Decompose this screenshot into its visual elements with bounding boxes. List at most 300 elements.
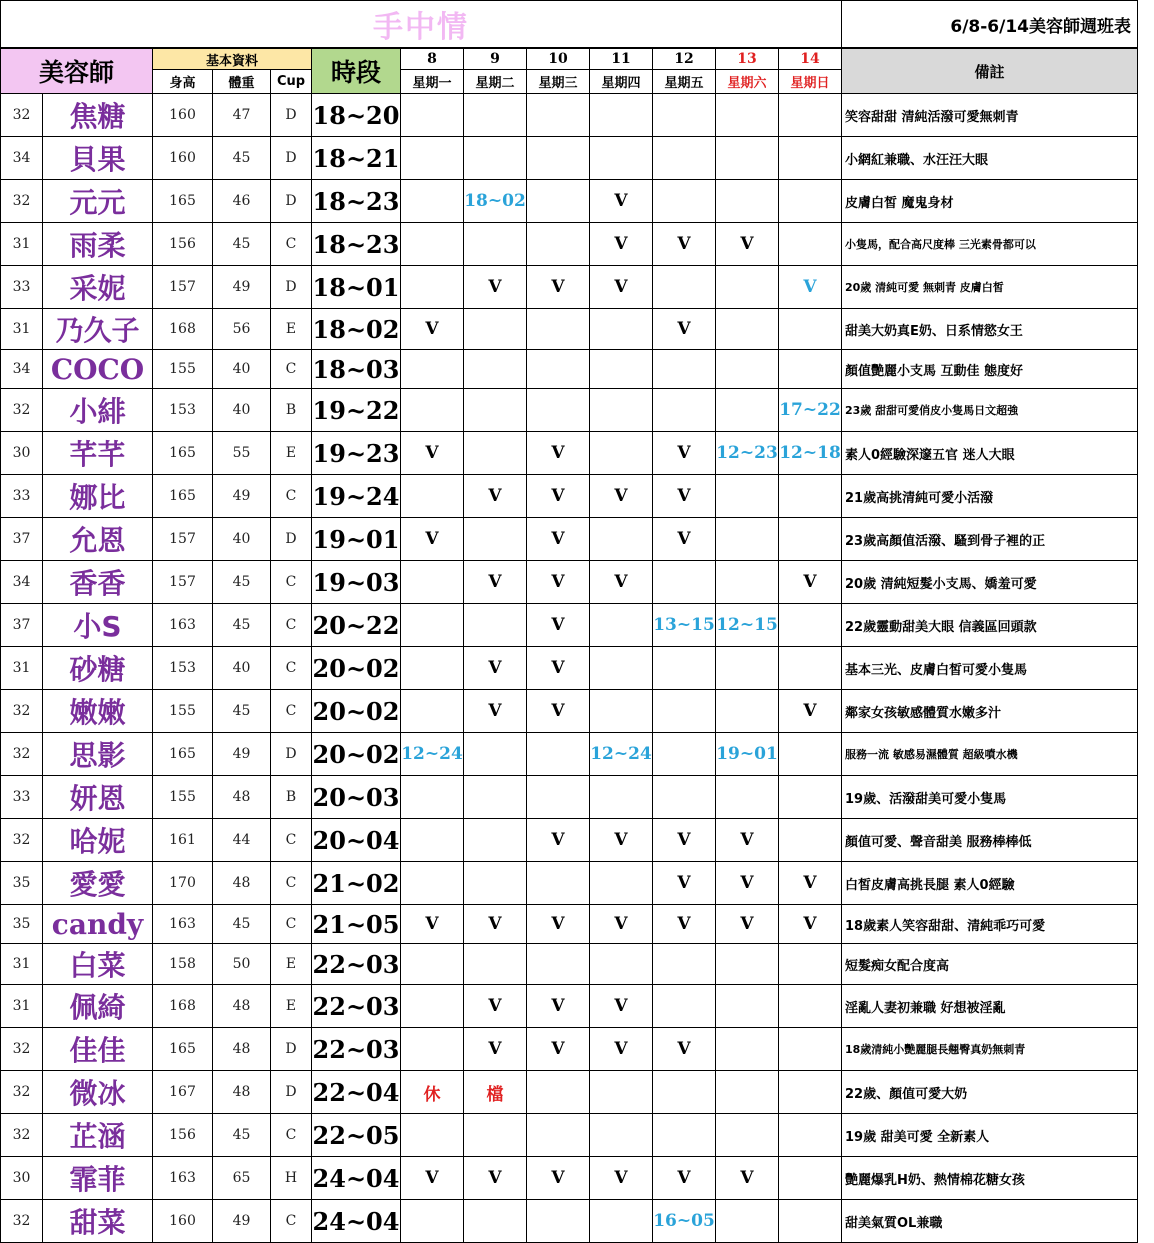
table-row — [1, 1114, 1138, 1157]
header-weekday-3: 星期三 — [527, 70, 590, 94]
header-cup: Cup — [271, 70, 312, 94]
height-cell: 165 — [153, 733, 213, 776]
day-cell-4 — [590, 604, 653, 647]
header-date-5: 12 — [653, 48, 716, 70]
time-slot-cell: 18~21 — [312, 137, 401, 180]
age-cell: 32 — [1, 1071, 43, 1114]
age-cell: 34 — [1, 137, 43, 180]
time-slot-cell: 21~02 — [312, 862, 401, 905]
day-cell-7 — [779, 518, 842, 561]
time-slot-cell: 20~02 — [312, 647, 401, 690]
note-cell: 甜美氣質OL兼職 — [842, 1200, 1138, 1243]
age-cell: 30 — [1, 432, 43, 475]
height-cell: 165 — [153, 180, 213, 223]
name-cell: 佳佳 — [43, 1028, 153, 1071]
day-cell-7 — [779, 223, 842, 266]
day-cell-7: V — [779, 905, 842, 944]
day-cell-3 — [527, 350, 590, 389]
height-cell: 165 — [153, 432, 213, 475]
day-cell-1 — [401, 819, 464, 862]
weight-cell: 40 — [213, 518, 271, 561]
day-cell-2 — [464, 137, 527, 180]
age-cell: 33 — [1, 475, 43, 518]
age-cell: 37 — [1, 604, 43, 647]
height-cell: 156 — [153, 1114, 213, 1157]
day-cell-7 — [779, 1028, 842, 1071]
day-cell-1: V — [401, 518, 464, 561]
day-cell-3 — [527, 389, 590, 432]
day-cell-3: V — [527, 518, 590, 561]
day-cell-2 — [464, 862, 527, 905]
header-date-4: 11 — [590, 48, 653, 70]
table-row — [1, 137, 1138, 180]
day-cell-6: 19~01 — [716, 733, 779, 776]
name-cell: 允恩 — [43, 518, 153, 561]
height-cell: 160 — [153, 137, 213, 180]
day-cell-4: V — [590, 223, 653, 266]
note-cell: 23歲 甜甜可愛俏皮小隻馬日文超強 — [842, 389, 1138, 432]
weight-cell: 48 — [213, 1071, 271, 1114]
note-cell: 素人0經驗深邃五官 迷人大眼 — [842, 432, 1138, 475]
height-cell: 158 — [153, 944, 213, 985]
header-date-1: 8 — [401, 48, 464, 70]
age-cell: 33 — [1, 776, 43, 819]
shop-title-cell — [1, 1, 842, 49]
table-row — [1, 985, 1138, 1028]
day-cell-1 — [401, 985, 464, 1028]
weight-cell: 46 — [213, 180, 271, 223]
day-cell-1 — [401, 1114, 464, 1157]
age-cell: 33 — [1, 266, 43, 309]
weight-cell: 44 — [213, 819, 271, 862]
schedule-title: 6/8-6/14美容師週班表 — [842, 1, 1138, 49]
time-slot-cell: 19~23 — [312, 432, 401, 475]
day-cell-4 — [590, 690, 653, 733]
table-row — [1, 944, 1138, 985]
day-cell-6 — [716, 475, 779, 518]
table-row — [1, 180, 1138, 223]
note-cell: 18歲清純小艷麗腿長翹臀真奶無刺青 — [842, 1028, 1138, 1071]
height-cell: 156 — [153, 223, 213, 266]
note-cell: 短髮痴女配合度高 — [842, 944, 1138, 985]
day-cell-2 — [464, 819, 527, 862]
name-cell: 思影 — [43, 733, 153, 776]
day-cell-5: V — [653, 223, 716, 266]
table-row — [1, 94, 1138, 137]
day-cell-4 — [590, 518, 653, 561]
day-cell-2 — [464, 432, 527, 475]
height-cell: 153 — [153, 389, 213, 432]
day-cell-5 — [653, 266, 716, 309]
day-cell-5: V — [653, 309, 716, 350]
day-cell-4: V — [590, 1028, 653, 1071]
day-cell-3: V — [527, 1157, 590, 1200]
age-cell: 31 — [1, 647, 43, 690]
time-slot-cell: 24~04 — [312, 1157, 401, 1200]
day-cell-2: V — [464, 561, 527, 604]
day-cell-5 — [653, 137, 716, 180]
age-cell: 34 — [1, 561, 43, 604]
time-slot-cell: 20~03 — [312, 776, 401, 819]
day-cell-4 — [590, 1071, 653, 1114]
age-cell: 32 — [1, 1114, 43, 1157]
day-cell-1 — [401, 475, 464, 518]
day-cell-6: 12~15 — [716, 604, 779, 647]
weight-cell: 49 — [213, 1200, 271, 1243]
age-cell: 32 — [1, 180, 43, 223]
weight-cell: 49 — [213, 266, 271, 309]
table-row — [1, 819, 1138, 862]
table-row — [1, 862, 1138, 905]
weight-cell: 45 — [213, 604, 271, 647]
note-cell: 顏值可愛、聲音甜美 服務棒棒低 — [842, 819, 1138, 862]
height-cell: 157 — [153, 266, 213, 309]
table-row — [1, 1028, 1138, 1071]
weight-cell: 65 — [213, 1157, 271, 1200]
day-cell-3 — [527, 862, 590, 905]
day-cell-4 — [590, 94, 653, 137]
day-cell-7 — [779, 776, 842, 819]
day-cell-2 — [464, 776, 527, 819]
name-cell: 白菜 — [43, 944, 153, 985]
day-cell-7 — [779, 180, 842, 223]
day-cell-1 — [401, 94, 464, 137]
day-cell-5 — [653, 733, 716, 776]
height-cell: 155 — [153, 690, 213, 733]
day-cell-3 — [527, 223, 590, 266]
height-cell: 157 — [153, 518, 213, 561]
name-cell: 小緋 — [43, 389, 153, 432]
time-slot-cell: 22~03 — [312, 1028, 401, 1071]
day-cell-7: V — [779, 690, 842, 733]
name-cell: 砂糖 — [43, 647, 153, 690]
height-cell: 168 — [153, 985, 213, 1028]
day-cell-1 — [401, 389, 464, 432]
name-cell: 采妮 — [43, 266, 153, 309]
table-row — [1, 309, 1138, 350]
cup-cell: D — [271, 266, 312, 309]
cup-cell: H — [271, 1157, 312, 1200]
table-row — [1, 1200, 1138, 1243]
time-slot-cell: 19~22 — [312, 389, 401, 432]
day-cell-5 — [653, 350, 716, 389]
table-row — [1, 1071, 1138, 1114]
day-cell-3: V — [527, 690, 590, 733]
day-cell-4 — [590, 1114, 653, 1157]
day-cell-4 — [590, 350, 653, 389]
weight-cell: 56 — [213, 309, 271, 350]
day-cell-6 — [716, 776, 779, 819]
day-cell-3: V — [527, 604, 590, 647]
name-cell: 愛愛 — [43, 862, 153, 905]
weight-cell: 45 — [213, 690, 271, 733]
cup-cell: C — [271, 561, 312, 604]
cup-cell: E — [271, 309, 312, 350]
day-cell-7 — [779, 350, 842, 389]
day-cell-6 — [716, 137, 779, 180]
day-cell-4: V — [590, 561, 653, 604]
table-row — [1, 432, 1138, 475]
day-cell-2: V — [464, 475, 527, 518]
day-cell-6: V — [716, 905, 779, 944]
day-cell-1 — [401, 266, 464, 309]
day-cell-2 — [464, 1114, 527, 1157]
age-cell: 31 — [1, 309, 43, 350]
name-cell: 哈妮 — [43, 819, 153, 862]
day-cell-1 — [401, 137, 464, 180]
day-cell-2: V — [464, 985, 527, 1028]
note-cell: 甜美大奶真E奶、日系情慾女王 — [842, 309, 1138, 350]
day-cell-5: 13~15 — [653, 604, 716, 647]
day-cell-4 — [590, 776, 653, 819]
weight-cell: 47 — [213, 94, 271, 137]
day-cell-4: V — [590, 985, 653, 1028]
age-cell: 37 — [1, 518, 43, 561]
header-date-3: 10 — [527, 48, 590, 70]
day-cell-5: V — [653, 819, 716, 862]
age-cell: 35 — [1, 905, 43, 944]
header-date-6: 13 — [716, 48, 779, 70]
weight-cell: 48 — [213, 862, 271, 905]
day-cell-1: V — [401, 432, 464, 475]
weight-cell: 40 — [213, 350, 271, 389]
day-cell-7: 17~22 — [779, 389, 842, 432]
day-cell-5 — [653, 561, 716, 604]
weight-cell: 40 — [213, 647, 271, 690]
day-cell-7 — [779, 985, 842, 1028]
time-slot-cell: 19~01 — [312, 518, 401, 561]
table-row — [1, 223, 1138, 266]
weight-cell: 49 — [213, 475, 271, 518]
cup-cell: D — [271, 137, 312, 180]
note-cell: 艷麗爆乳H奶、熱情棉花糖女孩 — [842, 1157, 1138, 1200]
cup-cell: B — [271, 776, 312, 819]
day-cell-5: V — [653, 475, 716, 518]
cup-cell: C — [271, 350, 312, 389]
note-cell: 20歲 清純短髮小支馬、嬌羞可愛 — [842, 561, 1138, 604]
day-cell-7: V — [779, 862, 842, 905]
day-cell-2 — [464, 389, 527, 432]
header-weekday-2: 星期二 — [464, 70, 527, 94]
day-cell-7 — [779, 604, 842, 647]
note-cell: 淫亂人妻初兼職 好想被淫亂 — [842, 985, 1138, 1028]
day-cell-7 — [779, 1114, 842, 1157]
day-cell-4: V — [590, 1157, 653, 1200]
cup-cell: D — [271, 180, 312, 223]
note-cell: 小隻馬，配合高尺度棒 三光素骨都可以 — [842, 223, 1138, 266]
table-row — [1, 266, 1138, 309]
day-cell-2 — [464, 223, 527, 266]
header-notes: 備註 — [842, 48, 1138, 94]
weight-cell: 55 — [213, 432, 271, 475]
day-cell-3 — [527, 309, 590, 350]
day-cell-1: 休 — [401, 1071, 464, 1114]
height-cell: 167 — [153, 1071, 213, 1114]
day-cell-6: V — [716, 223, 779, 266]
age-cell: 32 — [1, 819, 43, 862]
weight-cell: 48 — [213, 776, 271, 819]
weight-cell: 45 — [213, 561, 271, 604]
time-slot-cell: 19~03 — [312, 561, 401, 604]
age-cell: 31 — [1, 223, 43, 266]
day-cell-2: V — [464, 266, 527, 309]
cup-cell: C — [271, 475, 312, 518]
table-row — [1, 475, 1138, 518]
table-row — [1, 690, 1138, 733]
name-cell: 微冰 — [43, 1071, 153, 1114]
note-cell: 22歲、顏值可愛大奶 — [842, 1071, 1138, 1114]
day-cell-7 — [779, 647, 842, 690]
time-slot-cell: 24~04 — [312, 1200, 401, 1243]
name-cell: candy — [43, 905, 153, 944]
note-cell: 白皙皮膚高挑長腿 素人0經驗 — [842, 862, 1138, 905]
name-cell: COCO — [43, 350, 153, 389]
cup-cell: D — [271, 1028, 312, 1071]
day-cell-4 — [590, 389, 653, 432]
age-cell: 31 — [1, 944, 43, 985]
day-cell-3: V — [527, 561, 590, 604]
weight-cell: 48 — [213, 985, 271, 1028]
note-cell: 23歲高顏值活潑、騷到骨子裡的正 — [842, 518, 1138, 561]
cup-cell: D — [271, 94, 312, 137]
name-cell: 佩綺 — [43, 985, 153, 1028]
day-cell-7 — [779, 137, 842, 180]
name-cell: 小S — [43, 604, 153, 647]
height-cell: 165 — [153, 1028, 213, 1071]
day-cell-6 — [716, 1028, 779, 1071]
day-cell-2 — [464, 94, 527, 137]
time-slot-cell: 18~20 — [312, 94, 401, 137]
weight-cell: 40 — [213, 389, 271, 432]
day-cell-1 — [401, 862, 464, 905]
day-cell-1 — [401, 1200, 464, 1243]
age-cell: 30 — [1, 1157, 43, 1200]
name-cell: 香香 — [43, 561, 153, 604]
table-row — [1, 1157, 1138, 1200]
day-cell-3 — [527, 1071, 590, 1114]
day-cell-1 — [401, 647, 464, 690]
day-cell-3: V — [527, 432, 590, 475]
header-weekday-4: 星期四 — [590, 70, 653, 94]
cup-cell: C — [271, 1200, 312, 1243]
day-cell-5: V — [653, 518, 716, 561]
cup-cell: B — [271, 389, 312, 432]
day-cell-5 — [653, 647, 716, 690]
weight-cell: 45 — [213, 223, 271, 266]
cup-cell: D — [271, 1071, 312, 1114]
day-cell-1 — [401, 180, 464, 223]
age-cell: 32 — [1, 94, 43, 137]
day-cell-3: V — [527, 905, 590, 944]
day-cell-6 — [716, 985, 779, 1028]
day-cell-7: V — [779, 561, 842, 604]
cup-cell: C — [271, 905, 312, 944]
day-cell-1: V — [401, 1157, 464, 1200]
cup-cell: C — [271, 604, 312, 647]
height-cell: 157 — [153, 561, 213, 604]
cup-cell: C — [271, 223, 312, 266]
height-cell: 160 — [153, 94, 213, 137]
note-cell: 鄰家女孩敏感體質水嫩多汁 — [842, 690, 1138, 733]
header-basic-info: 基本資料 — [153, 48, 312, 70]
time-slot-cell: 22~05 — [312, 1114, 401, 1157]
weight-cell: 45 — [213, 137, 271, 180]
day-cell-1: V — [401, 309, 464, 350]
age-cell: 32 — [1, 690, 43, 733]
header-weekday-5: 星期五 — [653, 70, 716, 94]
header-height: 身高 — [153, 70, 213, 94]
note-cell: 21歲高挑清純可愛小活潑 — [842, 475, 1138, 518]
day-cell-4 — [590, 862, 653, 905]
day-cell-7 — [779, 475, 842, 518]
day-cell-1 — [401, 223, 464, 266]
day-cell-3 — [527, 94, 590, 137]
day-cell-2: V — [464, 1157, 527, 1200]
cup-cell: E — [271, 944, 312, 985]
time-slot-cell: 18~03 — [312, 350, 401, 389]
age-cell: 32 — [1, 733, 43, 776]
name-cell: 焦糖 — [43, 94, 153, 137]
day-cell-4: V — [590, 266, 653, 309]
cup-cell: C — [271, 690, 312, 733]
day-cell-3 — [527, 1114, 590, 1157]
time-slot-cell: 22~03 — [312, 944, 401, 985]
name-cell: 雨柔 — [43, 223, 153, 266]
day-cell-7: 12~18 — [779, 432, 842, 475]
day-cell-6: V — [716, 819, 779, 862]
name-cell: 嫩嫩 — [43, 690, 153, 733]
cup-cell: D — [271, 518, 312, 561]
day-cell-4 — [590, 309, 653, 350]
height-cell: 163 — [153, 604, 213, 647]
day-cell-2 — [464, 350, 527, 389]
day-cell-6: 12~23 — [716, 432, 779, 475]
shop-title: 手中情 — [373, 10, 469, 45]
day-cell-3 — [527, 944, 590, 985]
day-cell-2: V — [464, 690, 527, 733]
day-cell-7 — [779, 94, 842, 137]
time-slot-cell: 20~02 — [312, 690, 401, 733]
day-cell-5 — [653, 94, 716, 137]
header-weekday-7: 星期日 — [779, 70, 842, 94]
time-slot-cell: 22~04 — [312, 1071, 401, 1114]
day-cell-1 — [401, 776, 464, 819]
day-cell-3 — [527, 733, 590, 776]
day-cell-5: V — [653, 862, 716, 905]
note-cell: 19歲、活潑甜美可愛小隻馬 — [842, 776, 1138, 819]
day-cell-3 — [527, 776, 590, 819]
weight-cell: 45 — [213, 905, 271, 944]
height-cell: 168 — [153, 309, 213, 350]
day-cell-3 — [527, 180, 590, 223]
cup-cell: D — [271, 733, 312, 776]
day-cell-6 — [716, 309, 779, 350]
day-cell-5 — [653, 1071, 716, 1114]
day-cell-2: V — [464, 647, 527, 690]
day-cell-4 — [590, 432, 653, 475]
table-row — [1, 604, 1138, 647]
day-cell-6 — [716, 690, 779, 733]
day-cell-6 — [716, 647, 779, 690]
age-cell: 32 — [1, 389, 43, 432]
height-cell: 155 — [153, 776, 213, 819]
day-cell-5 — [653, 690, 716, 733]
table-row — [1, 647, 1138, 690]
day-cell-5 — [653, 944, 716, 985]
day-cell-7 — [779, 1157, 842, 1200]
day-cell-2 — [464, 309, 527, 350]
cup-cell: C — [271, 1114, 312, 1157]
